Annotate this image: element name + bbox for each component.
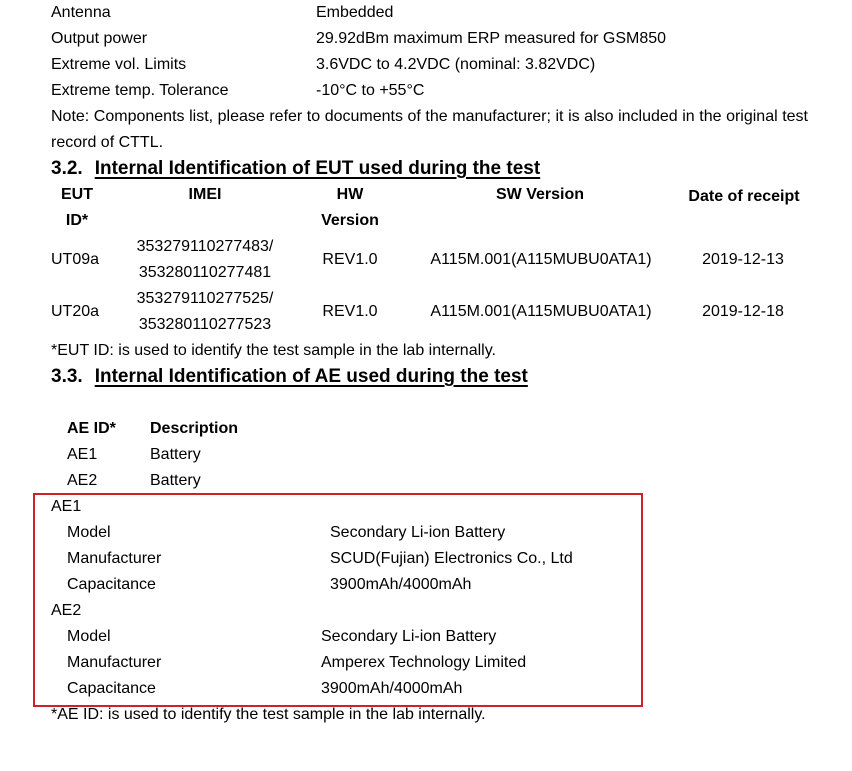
ae-row1-description: Battery [150, 446, 201, 463]
ae-footnote: *AE ID: is used to identify the test sample in the lab internally. [51, 706, 486, 723]
ae1-detail-heading: AE1 [51, 498, 82, 515]
eut-header-hw-line1: HW [336, 186, 364, 203]
spec-value-output-power: 29.92dBm maximum ERP measured for GSM850 [316, 30, 667, 47]
eut-row1-date: 2019-12-13 [702, 251, 784, 268]
ae-row1-id: AE1 [67, 446, 98, 463]
ae2-manufacturer-value: Amperex Technology Limited [321, 654, 527, 671]
ae1-manufacturer-value: SCUD(Fujian) Electronics Co., Ltd [330, 550, 573, 567]
ae1-capacitance-value: 3900mAh/4000mAh [330, 576, 472, 593]
eut-row2-id: UT20a [51, 303, 100, 320]
eut-row1-sw: A115M.001(A115MUBU0ATA1) [430, 251, 652, 268]
ae1-model-label: Model [67, 524, 111, 541]
spec-label-temp-tolerance: Extreme temp. Tolerance [51, 82, 229, 99]
ae-row2-id: AE2 [67, 472, 98, 489]
eut-header-imei: IMEI [188, 186, 222, 203]
section-title: Internal Identification of AE used during the test [94, 366, 528, 387]
section-number: 3.3. [51, 366, 83, 387]
ae1-capacitance-label: Capacitance [67, 576, 156, 593]
ae2-model-label: Model [67, 628, 111, 645]
eut-header-id-line1: EUT [61, 186, 93, 203]
eut-row1-imei-line1: 353279110277483/ [136, 238, 274, 255]
spec-label-output-power: Output power [51, 30, 148, 47]
spec-value-voltage-limits: 3.6VDC to 4.2VDC (nominal: 3.82VDC) [316, 56, 596, 73]
eut-footnote: *EUT ID: is used to identify the test sample in the lab internally. [51, 342, 496, 359]
eut-row2-sw: A115M.001(A115MUBU0ATA1) [430, 303, 652, 320]
section-heading-eut [51, 158, 540, 180]
eut-row2-imei-line1: 353279110277525/ [136, 290, 274, 307]
spec-label-voltage-limits: Extreme vol. Limits [51, 56, 187, 73]
spec-value-temp-tolerance: -10°C to +55°C [316, 82, 425, 99]
ae2-capacitance-label: Capacitance [67, 680, 156, 697]
ae-row2-description: Battery [150, 472, 201, 489]
ae1-manufacturer-label: Manufacturer [67, 550, 162, 567]
eut-row1-imei-line2: 353280110277481 [138, 264, 272, 281]
spec-value-antenna: Embedded [316, 4, 394, 21]
spec-label-antenna: Antenna [51, 4, 111, 21]
eut-header-date: Date of receipt [688, 188, 800, 205]
ae2-model-value: Secondary Li-ion Battery [321, 628, 497, 645]
ae2-capacitance-value: 3900mAh/4000mAh [321, 680, 463, 697]
section-number: 3.2. [51, 158, 83, 179]
components-note: Note: Components list, please refer to documents of the manufacturer; it is also included in the original test record of CTTL. [51, 108, 808, 151]
eut-row2-date: 2019-12-18 [702, 303, 784, 320]
eut-header-hw-line2: Version [321, 212, 379, 229]
eut-row1-hw: REV1.0 [322, 251, 378, 268]
eut-row1-id: UT09a [51, 251, 100, 268]
eut-row2-imei-line2: 353280110277523 [138, 316, 272, 333]
eut-header-id-line2: ID* [65, 212, 89, 229]
ae2-manufacturer-label: Manufacturer [67, 654, 162, 671]
ae2-detail-heading: AE2 [51, 602, 82, 619]
eut-row2-hw: REV1.0 [322, 303, 378, 320]
eut-header-sw-version: SW Version [495, 186, 585, 203]
ae-header-id: AE ID* [67, 420, 116, 437]
section-title: Internal Identification of EUT used during the test [94, 158, 541, 179]
ae-header-description: Description [150, 420, 239, 437]
ae1-model-value: Secondary Li-ion Battery [330, 524, 506, 541]
section-heading-ae [51, 366, 528, 388]
